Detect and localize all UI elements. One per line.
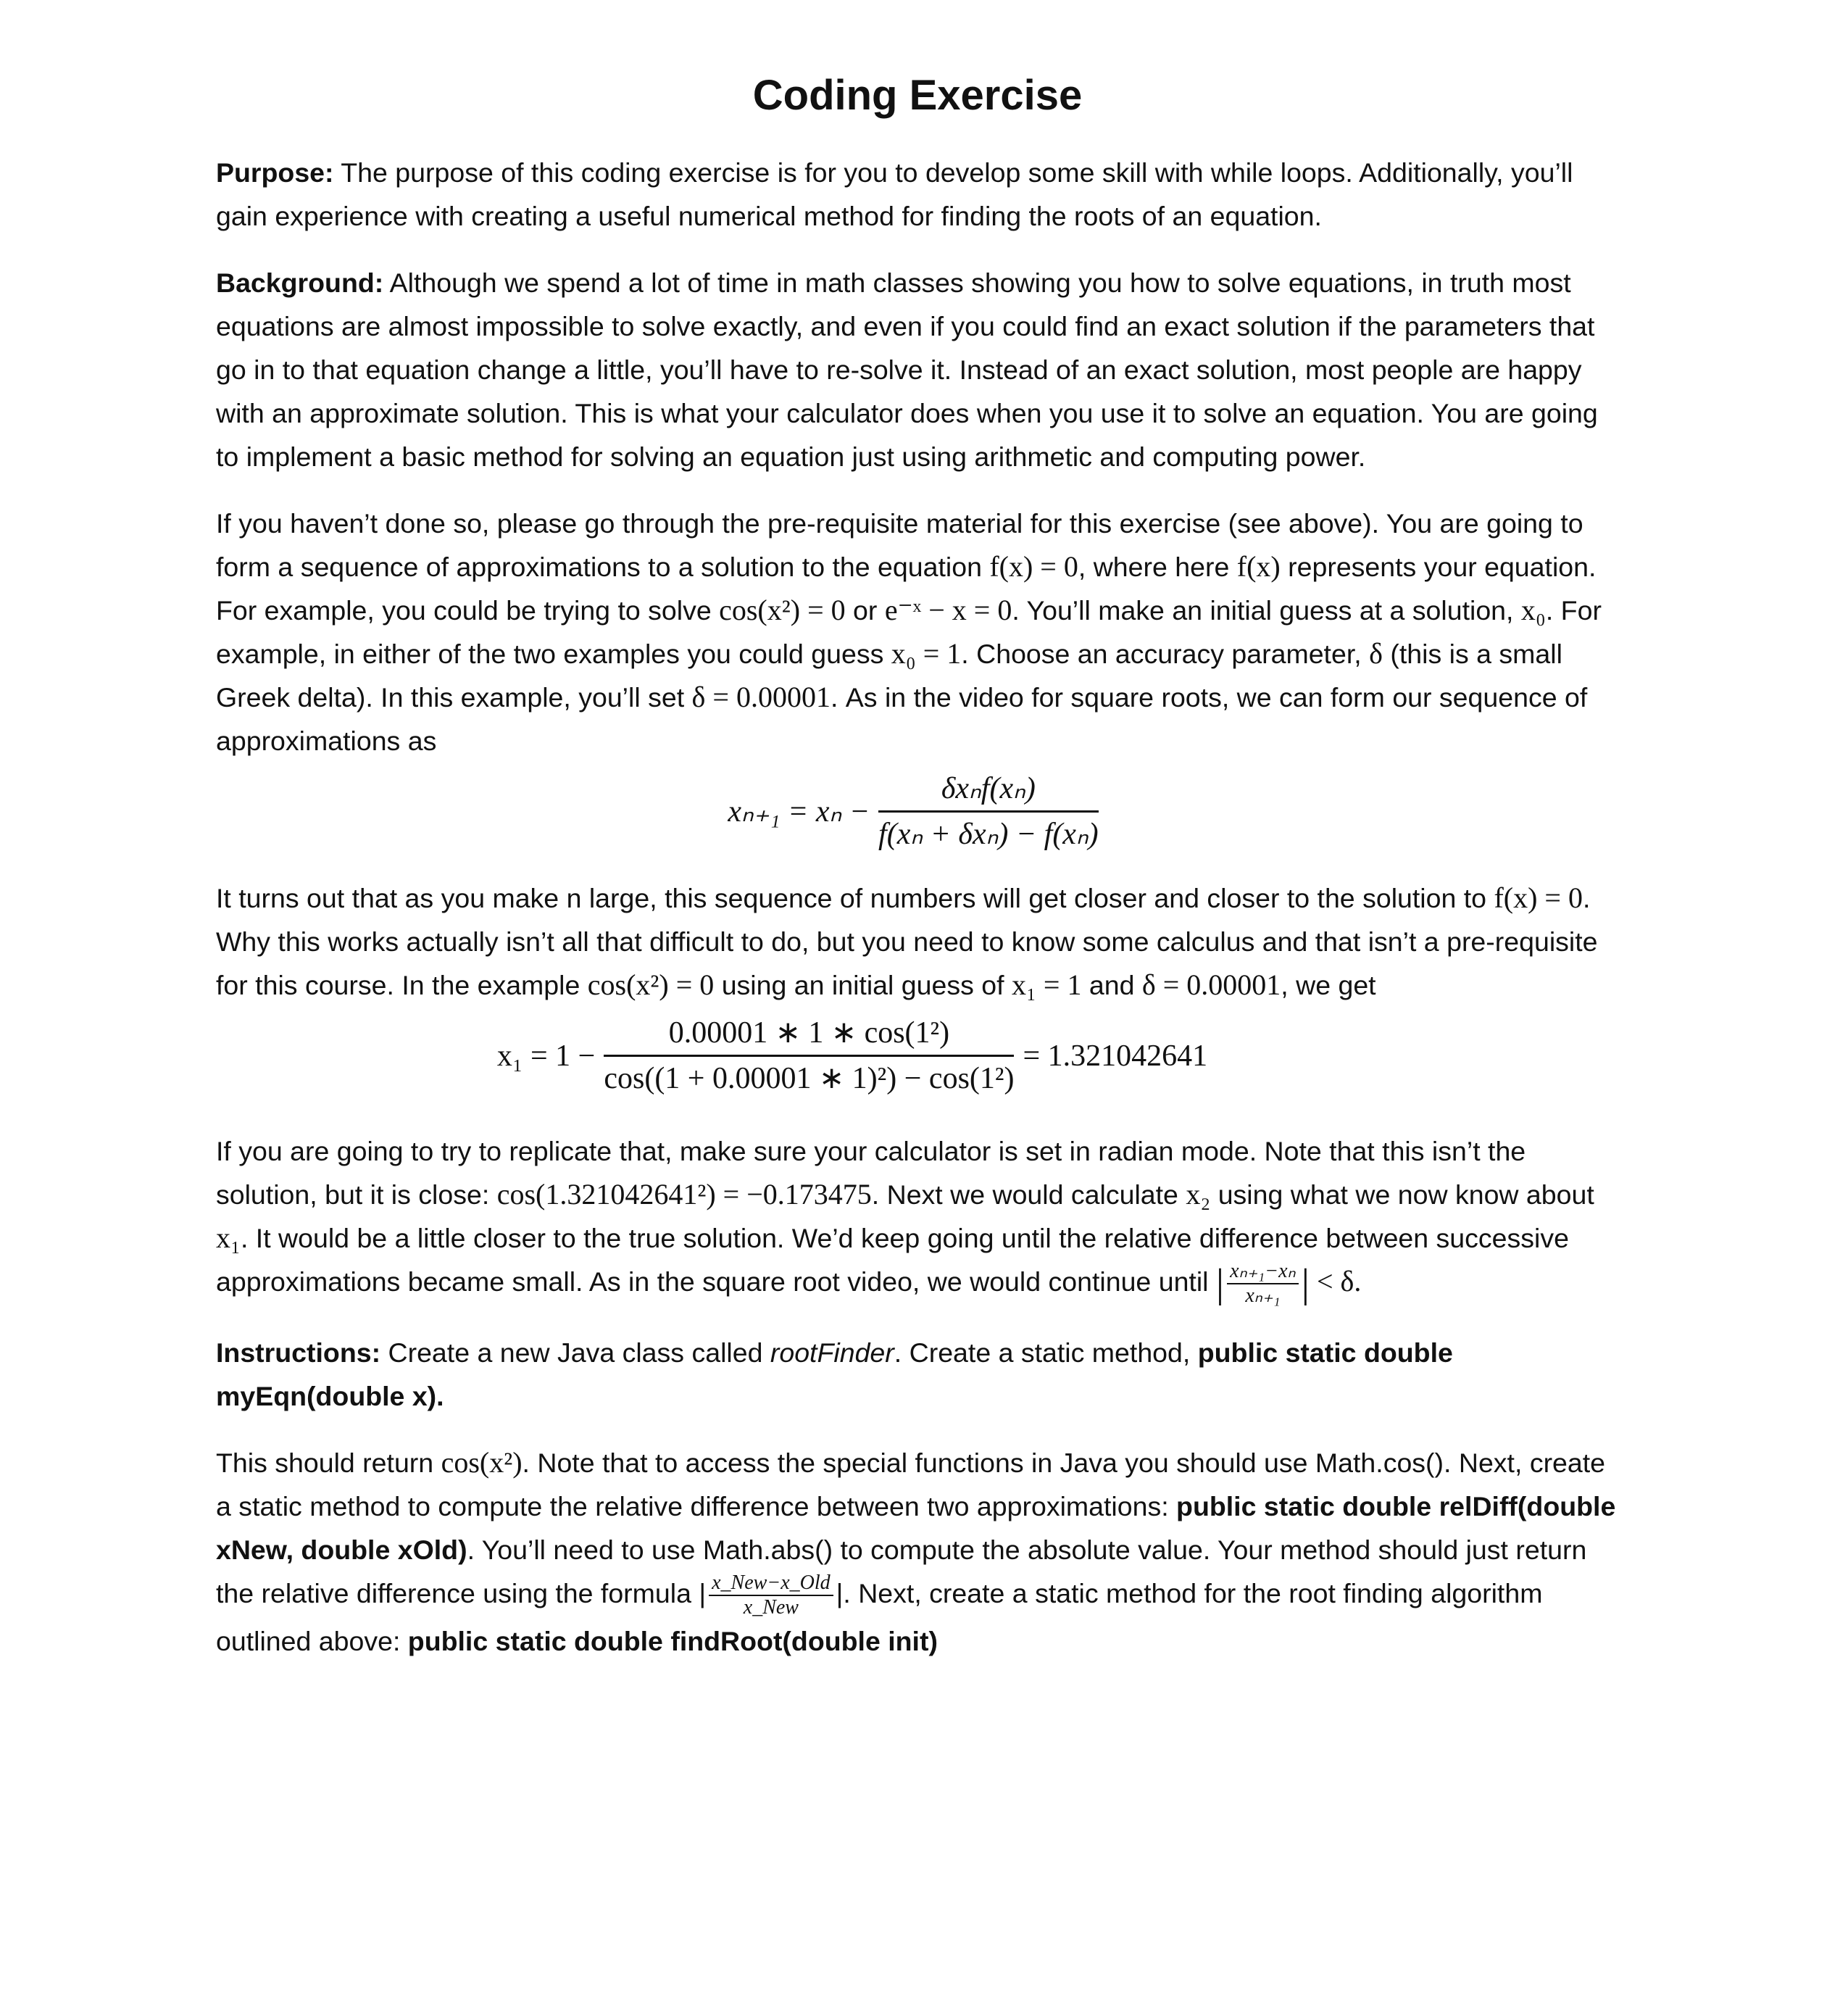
fraction-numerator: xₙ₊₁−xₙ (1227, 1260, 1299, 1284)
text-run: |. Next, create a static method for the root finding algorithm outlined above: (216, 1578, 1543, 1657)
stopping-criterion-paragraph (216, 1129, 1619, 1308)
fraction-denominator: xₙ₊₁ (1245, 1284, 1281, 1308)
example-result: = 1.321042641 (1023, 1039, 1208, 1073)
convergence-paragraph (216, 876, 1619, 1007)
fraction-numerator: x_New−x_Old (709, 1571, 833, 1596)
text-run: . You’ll make an initial guess at a solution, (1012, 595, 1521, 626)
text-run: and (1081, 970, 1142, 1000)
inline-math: cos(x²) = 0 (587, 968, 715, 1001)
text-run: This should return (216, 1448, 441, 1479)
bold-text: Purpose: (216, 157, 334, 188)
inline-math: x₀ = 1 (891, 637, 962, 670)
text-run: . For example, in either of the two examples you could guess (216, 595, 1602, 669)
example-denominator: cos((1 + 0.00001 ∗ 1)²) − cos(1²) (604, 1062, 1015, 1095)
inline-math: δ = 0.00001 (1141, 968, 1281, 1001)
example-lhs: x₁ = 1 − (496, 1039, 596, 1073)
text-run: It turns out that as you make n large, this sequence of numbers will get closer and closer to the solution to (216, 883, 1494, 913)
bold-text: Background: (216, 267, 384, 298)
text-run: using an initial guess of (714, 970, 1012, 1000)
inline-fraction (706, 1571, 836, 1619)
example-fraction (604, 1011, 1014, 1100)
fraction (1227, 1260, 1299, 1308)
instructions-paragraph (216, 1331, 1619, 1418)
inline-math: cos(1.321042641²) = −0.173475 (496, 1178, 872, 1211)
equation-lhs: xₙ₊₁ = xₙ − (728, 794, 870, 829)
text-run: . As in the video for square roots, we can form our sequence of approximations as (216, 682, 1588, 756)
inline-math: cos(x²) (441, 1446, 523, 1479)
inline-math: x₂ (1186, 1178, 1211, 1211)
equation-numerator: δxₙf(xₙ) (878, 767, 1099, 813)
fraction-denominator: x_New (743, 1596, 799, 1619)
abs-bar: | (1301, 1261, 1310, 1307)
equation-denominator: f(xₙ + δxₙ) − f(xₙ) (878, 818, 1099, 851)
text-run: The purpose of this coding exercise is for you to develop some skill with while loops. Additionally, you’ll gain experience with creating a useful numerical method for finding the roots of an equation. (216, 157, 1573, 231)
text-run: represents your equation. For example, you could be trying to solve (216, 552, 1597, 626)
purpose-paragraph (216, 151, 1619, 238)
inline-math: f(x) (1236, 550, 1281, 583)
iteration-equation (216, 767, 1619, 856)
inline-math: δ (1369, 637, 1383, 670)
text-run: or (845, 595, 885, 626)
example-numerator: 0.00001 ∗ 1 ∗ cos(1²) (604, 1011, 1014, 1057)
example-equation (86, 1011, 1619, 1100)
text-run: Create a new Java class called (380, 1337, 770, 1369)
text-run: . Choose an accuracy parameter, (961, 639, 1370, 669)
inline-fraction (1215, 1260, 1310, 1308)
fraction (709, 1571, 833, 1619)
text-run: using what we now know about (1210, 1179, 1594, 1210)
abs-bar: | (1215, 1261, 1225, 1307)
inline-math: f(x) = 0 (1494, 881, 1583, 914)
inline-math: e⁻ˣ − x = 0 (884, 594, 1012, 626)
inline-math: x₁ (216, 1221, 241, 1254)
equation-fraction (878, 767, 1099, 856)
inline-math: x₁ = 1 (1011, 968, 1082, 1001)
text-run: . You’ll need to use Math.abs() to compute the absolute value. Your method should just return the relative difference using the formula | (216, 1535, 1587, 1609)
text-run: If you are going to try to replicate that, make sure your calculator is set in radian mode. Note that this isn’t the solution, but it is close: (216, 1136, 1526, 1210)
inline-math: δ = 0.00001 (691, 681, 831, 713)
page-title: Coding Exercise (752, 72, 1083, 119)
inline-math: f(x) = 0 (989, 550, 1078, 583)
inline-math: < δ. (1309, 1265, 1362, 1297)
inline-math: x₀ (1520, 594, 1546, 626)
text-run: (this is a small Greek delta). In this example, you’ll set (216, 639, 1562, 713)
inline-math: cos(x²) = 0 (719, 594, 846, 626)
text-run: If you haven’t done so, please go through the pre-requisite material for this exercise (see above). You are going to form a sequence of approximations to a solution to the equation (216, 508, 1583, 582)
text-run: Although we spend a lot of time in math classes showing you how to solve equations, in truth most equations are almost impossible to solve exactly, and even if you could find an exact solution if the parameters that go in to that equation change a little, you’ll have to re-solve it. Instead of an exact solution, most people are happy with an approximate solution. This is what your calculator does when you use it to solve an equation. You are going to implement a basic method for solving an equation just using arithmetic and computing power. (216, 267, 1598, 472)
text-run: , we get (1281, 970, 1376, 1000)
text-run: , where here (1078, 552, 1237, 582)
method-paragraph (216, 502, 1619, 763)
bold-text: public static double findRoot(double init) (407, 1626, 938, 1657)
methods-paragraph (216, 1441, 1619, 1663)
text-run: . Create a static method, (894, 1337, 1198, 1369)
text-run: . Note that to access the special functions in Java you should use Math.cos(). Next, create a static method to compute the relative difference between two approximations: (216, 1448, 1606, 1522)
text-run: . It would be a little closer to the true solution. We’d keep going until the relative difference between successive approximations became small. As in the square root video, we would continue until (216, 1223, 1569, 1297)
bold-text: Instructions: (216, 1337, 381, 1369)
bold-text: public static double relDiff(double xNew, double xOld) (216, 1491, 1616, 1566)
background-paragraph (216, 261, 1619, 478)
text-run: . Next we would calculate (871, 1179, 1186, 1210)
text-run: . Why this works actually isn’t all that difficult to do, but you need to know some calculus and that isn’t a pre-requisite for this course. In the example (216, 883, 1598, 1000)
italic-text: rootFinder (770, 1337, 894, 1369)
bold-text: public static double myEqn(double x). (216, 1337, 1453, 1412)
